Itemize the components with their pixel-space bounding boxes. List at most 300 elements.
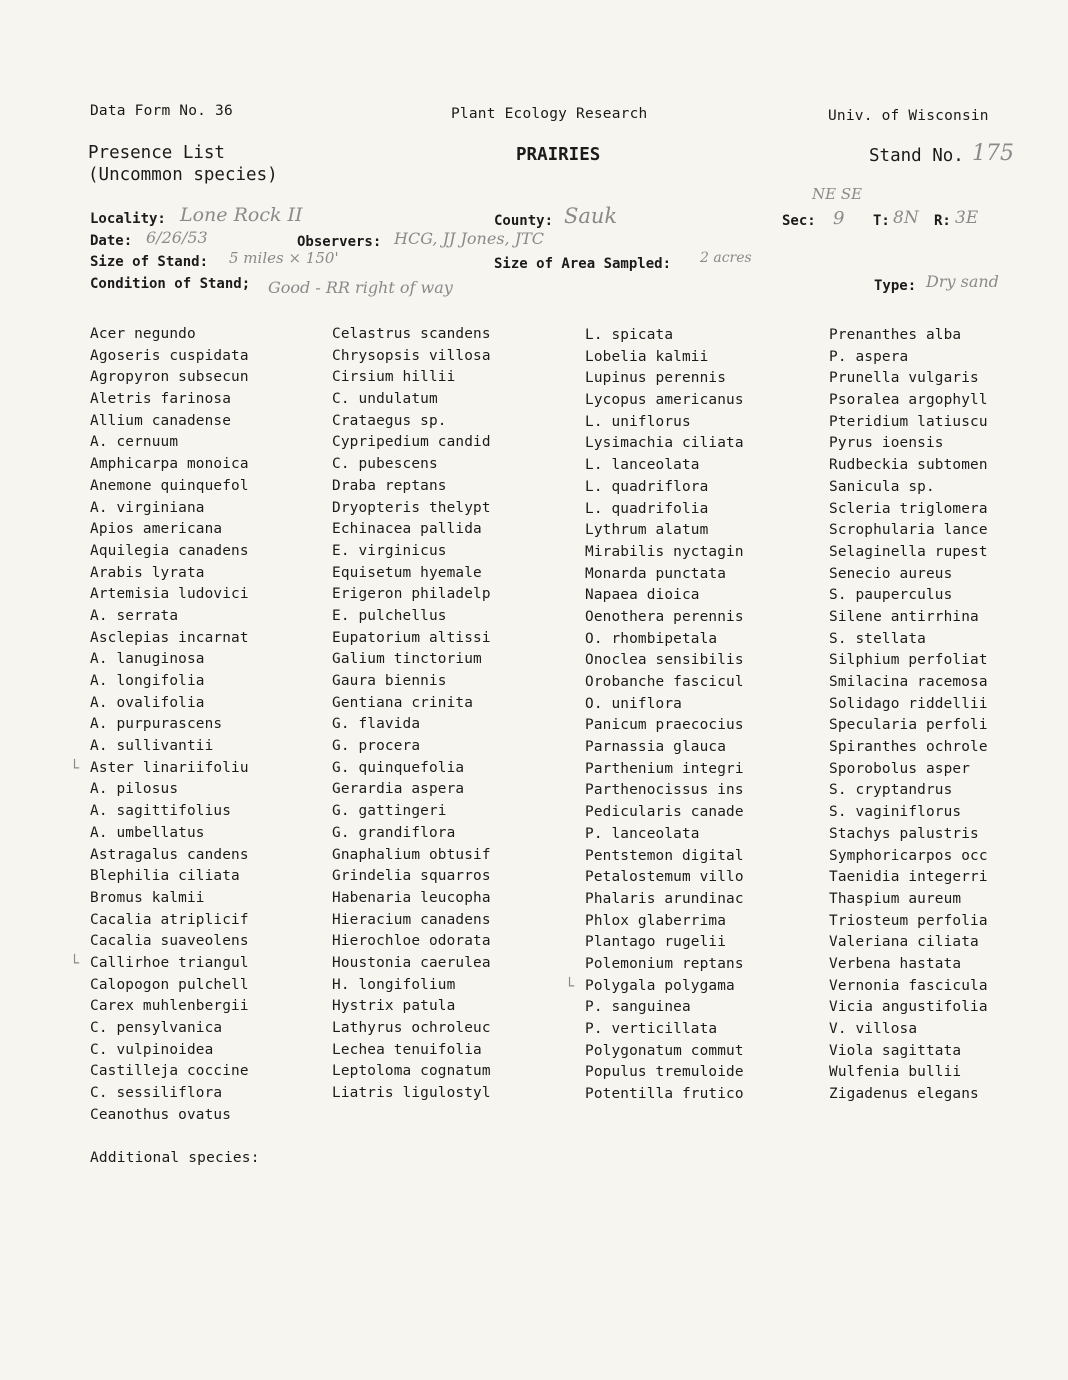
species-item xyxy=(585,499,825,521)
species-name: Lathyrus ochroleuc xyxy=(332,1020,491,1036)
species-name: Draba reptans xyxy=(332,477,447,494)
species-name: Grindelia squarros xyxy=(332,868,491,885)
township-label: T: xyxy=(873,213,890,229)
species-item xyxy=(829,433,1068,455)
species-name: A. lanuginosa xyxy=(90,651,205,668)
species-item xyxy=(90,628,330,650)
species-name: H. longifolium xyxy=(332,976,456,993)
presence-list-title: Presence List xyxy=(88,143,225,163)
species-item xyxy=(90,996,330,1018)
species-item xyxy=(90,1105,330,1127)
species-name: Scleria triglomera xyxy=(829,500,988,517)
species-item xyxy=(829,477,1068,499)
org-name: Plant Ecology Research xyxy=(451,106,648,122)
species-name: Ceanothus ovatus xyxy=(90,1106,232,1123)
species-item xyxy=(829,1084,1068,1106)
species-item xyxy=(829,824,1068,846)
species-name: Phalaris arundinac xyxy=(585,890,744,907)
species-name: Pteridium latiuscu xyxy=(829,413,988,430)
species-name: Aquilegia canadens xyxy=(90,542,249,559)
species-name: A. cernuum xyxy=(90,434,179,451)
species-item xyxy=(70,953,330,975)
species-item xyxy=(90,476,330,498)
form-number: Data Form No. 36 xyxy=(90,103,233,119)
species-name: Lythrum alatum xyxy=(585,522,709,539)
species-name: Psoralea argophyll xyxy=(829,392,988,409)
species-item xyxy=(585,1019,825,1041)
species-item xyxy=(332,714,572,736)
species-item xyxy=(829,499,1068,521)
species-name: C. pubescens xyxy=(332,456,438,473)
species-name: Parnassia glauca xyxy=(585,739,727,756)
species-name: Polygala polygama xyxy=(585,977,735,994)
type-value: Dry sand xyxy=(926,272,999,291)
species-name: A. sullivantii xyxy=(90,738,214,755)
species-name: A. serrata xyxy=(90,607,179,624)
range-label: R: xyxy=(934,213,951,229)
species-item xyxy=(332,584,572,606)
species-name: Prunella vulgaris xyxy=(829,370,979,387)
species-item xyxy=(585,997,825,1019)
species-item xyxy=(585,715,825,737)
species-name: Taenidia integerri xyxy=(829,869,988,886)
species-name: Liatris ligulostyl xyxy=(332,1085,491,1102)
species-item xyxy=(829,650,1068,672)
township-value: 8N xyxy=(893,208,919,228)
species-item xyxy=(829,672,1068,694)
species-item xyxy=(829,889,1068,911)
species-name: Agoseris cuspidata xyxy=(90,347,249,364)
species-name: A. purpurascens xyxy=(90,716,223,733)
check-mark-icon: └ xyxy=(70,758,80,777)
species-name: G. quinquefolia xyxy=(332,759,465,776)
species-item xyxy=(585,412,825,434)
species-item xyxy=(585,824,825,846)
species-name: Scrophularia lance xyxy=(829,522,988,539)
species-name: Gaura biennis xyxy=(332,673,447,689)
species-column-1 xyxy=(70,324,330,1126)
species-name: L. quadriflora xyxy=(585,478,709,495)
species-item xyxy=(565,976,825,998)
species-item xyxy=(585,867,825,889)
species-item xyxy=(90,454,330,476)
species-item xyxy=(585,954,825,976)
species-name: G. flavida xyxy=(332,716,421,733)
species-name: A. umbellatus xyxy=(90,824,205,841)
species-item xyxy=(829,1019,1068,1041)
species-item xyxy=(90,324,330,346)
species-name: Arabis lyrata xyxy=(90,564,205,581)
species-name: Polemonium reptans xyxy=(585,955,744,972)
species-name: Galium tinctorium xyxy=(332,651,482,668)
species-item xyxy=(332,541,572,563)
species-item xyxy=(332,996,572,1018)
species-name: L. lanceolata xyxy=(585,457,700,474)
species-name: Selaginella rupest xyxy=(829,543,988,560)
species-name: Panicum praecocius xyxy=(585,717,744,734)
species-item xyxy=(829,715,1068,737)
stand-number: 175 xyxy=(972,141,1014,166)
species-item xyxy=(585,347,825,369)
university-name: Univ. of Wisconsin xyxy=(828,108,989,124)
county-label: County: xyxy=(494,213,554,229)
species-name: Sanicula sp. xyxy=(829,478,935,495)
check-mark-icon: └ xyxy=(565,976,575,995)
species-item xyxy=(90,931,330,953)
size-of-stand-label: Size of Stand: xyxy=(90,254,209,270)
species-name: Lobelia kalmii xyxy=(585,348,709,365)
species-item xyxy=(829,954,1068,976)
species-item xyxy=(90,1040,330,1062)
species-item xyxy=(90,693,330,715)
species-name: Viola sagittata xyxy=(829,1042,962,1059)
species-name: Lupinus perennis xyxy=(585,370,727,387)
species-name: Gerardia aspera xyxy=(332,781,465,798)
area-sampled-value: 2 acres xyxy=(700,250,752,266)
condition-value: Good - RR right of way xyxy=(268,278,453,297)
locality-value: Lone Rock II xyxy=(180,204,303,226)
species-item xyxy=(332,1040,572,1062)
species-item xyxy=(585,585,825,607)
species-name: A. virginiana xyxy=(90,499,205,516)
species-name: Solidago riddellii xyxy=(829,695,988,712)
species-name: O. uniflora xyxy=(585,695,682,712)
species-name: Aster linariifoliu xyxy=(90,759,249,776)
species-item xyxy=(829,542,1068,564)
species-item xyxy=(585,911,825,933)
species-item xyxy=(332,779,572,801)
species-name: Echinacea pallida xyxy=(332,521,482,538)
species-name: Parthenocissus ins xyxy=(585,782,744,799)
species-name: Erigeron philadelp xyxy=(332,586,491,603)
species-name: Spiranthes ochrole xyxy=(829,739,988,756)
species-item xyxy=(829,585,1068,607)
species-item xyxy=(332,1083,572,1105)
species-item xyxy=(829,564,1068,586)
species-item xyxy=(585,629,825,651)
species-name: Silphium perfoliat xyxy=(829,652,988,669)
species-name: Vernonia fascicula xyxy=(829,977,988,994)
species-item xyxy=(90,1083,330,1105)
species-item xyxy=(90,1018,330,1040)
species-name: Equisetum hyemale xyxy=(332,564,482,581)
section-note: NE SE xyxy=(812,185,863,203)
species-name: Polygonatum commut xyxy=(585,1042,744,1059)
species-item xyxy=(829,932,1068,954)
species-item xyxy=(332,953,572,975)
species-name: Parthenium integri xyxy=(585,760,744,777)
species-item xyxy=(585,650,825,672)
species-item xyxy=(585,1041,825,1063)
species-name: P. aspera xyxy=(829,348,909,365)
species-item xyxy=(90,541,330,563)
species-item xyxy=(332,931,572,953)
species-name: Blephilia ciliata xyxy=(90,868,240,885)
species-name: Asclepias incarnat xyxy=(90,629,249,646)
species-name: Potentilla frutico xyxy=(585,1086,744,1103)
species-name: Plantago rugelii xyxy=(585,934,727,951)
species-name: A. sagittifolius xyxy=(90,803,232,820)
species-name: Triosteum perfolia xyxy=(829,912,988,929)
species-name: Astragalus candens xyxy=(90,846,249,863)
species-name: S. pauperculus xyxy=(829,587,953,604)
species-name: Sporobolus asper xyxy=(829,760,971,777)
species-item xyxy=(332,801,572,823)
species-item xyxy=(829,347,1068,369)
species-item xyxy=(332,866,572,888)
species-item xyxy=(332,1061,572,1083)
species-item xyxy=(585,932,825,954)
species-name: G. grandiflora xyxy=(332,824,456,841)
species-name: Pyrus ioensis xyxy=(829,435,944,452)
species-name: Callirhoe triangul xyxy=(90,954,249,971)
species-name: Pedicularis canade xyxy=(585,804,744,821)
species-item xyxy=(90,432,330,454)
uncommon-species-subtitle: (Uncommon species) xyxy=(88,165,278,185)
species-item xyxy=(90,801,330,823)
species-item xyxy=(332,476,572,498)
species-item xyxy=(90,411,330,433)
species-name: Valeriana ciliata xyxy=(829,934,979,951)
species-item xyxy=(585,780,825,802)
species-item xyxy=(585,455,825,477)
species-item xyxy=(332,498,572,520)
species-item xyxy=(332,888,572,910)
species-item xyxy=(829,997,1068,1019)
species-name: Gentiana crinita xyxy=(332,694,474,711)
species-item xyxy=(585,889,825,911)
species-item xyxy=(70,758,330,780)
species-item xyxy=(90,910,330,932)
species-name: Calopogon pulchell xyxy=(90,976,249,993)
species-item xyxy=(585,694,825,716)
species-name: Orobanche fascicul xyxy=(585,674,744,690)
species-name: Petalostemum villo xyxy=(585,869,744,886)
species-name: A. ovalifolia xyxy=(90,694,205,711)
species-item xyxy=(332,367,572,389)
species-item xyxy=(332,1018,572,1040)
species-name: Rudbeckia subtomen xyxy=(829,457,988,474)
species-name: Oenothera perennis xyxy=(585,608,744,625)
date-value: 6/26/53 xyxy=(146,228,208,247)
size-of-stand-value: 5 miles × 150' xyxy=(229,249,339,267)
species-item xyxy=(585,1062,825,1084)
species-item xyxy=(332,389,572,411)
species-item xyxy=(332,693,572,715)
species-name: Artemisia ludovici xyxy=(90,586,249,603)
species-item xyxy=(90,845,330,867)
species-name: Carex muhlenbergii xyxy=(90,998,249,1015)
species-item xyxy=(829,911,1068,933)
species-name: Monarda punctata xyxy=(585,565,727,582)
species-name: C. sessiliflora xyxy=(90,1085,223,1102)
species-name: Lysimachia ciliata xyxy=(585,435,744,452)
species-name: L. uniflorus xyxy=(585,413,691,430)
species-item xyxy=(90,975,330,997)
species-name: Vicia angustifolia xyxy=(829,999,988,1016)
species-item xyxy=(332,649,572,671)
species-name: P. verticillata xyxy=(585,1021,718,1037)
species-item xyxy=(90,584,330,606)
species-item xyxy=(585,802,825,824)
species-name: Amphicarpa monoica xyxy=(90,456,249,473)
species-name: Dryopteris thelypt xyxy=(332,499,491,516)
species-item xyxy=(90,779,330,801)
species-item xyxy=(585,433,825,455)
species-item xyxy=(829,737,1068,759)
species-item xyxy=(585,477,825,499)
species-item xyxy=(829,694,1068,716)
locality-label: Locality: xyxy=(90,211,166,227)
species-item xyxy=(90,563,330,585)
species-item xyxy=(585,1084,825,1106)
species-name: G. procera xyxy=(332,738,421,755)
species-name: Leptoloma cognatum xyxy=(332,1063,491,1080)
species-column-2 xyxy=(332,324,575,1105)
species-name: Phlox glaberrima xyxy=(585,912,727,929)
species-name: S. stellata xyxy=(829,630,926,647)
species-name: Specularia perfoli xyxy=(829,717,988,734)
sec-label: Sec: xyxy=(782,213,816,229)
species-name: P. lanceolata xyxy=(585,825,700,842)
species-name: Cypripedium candid xyxy=(332,434,491,451)
species-item xyxy=(90,736,330,758)
species-name: Stachys palustris xyxy=(829,825,979,842)
species-name: Apios americana xyxy=(90,521,223,538)
species-item xyxy=(585,390,825,412)
species-name: C. undulatum xyxy=(332,391,438,408)
species-item xyxy=(90,649,330,671)
species-item xyxy=(332,845,572,867)
date-label: Date: xyxy=(90,233,133,249)
species-item xyxy=(332,628,572,650)
species-name: Onoclea sensibilis xyxy=(585,652,744,669)
species-name: Acer negundo xyxy=(90,326,196,342)
species-item xyxy=(585,759,825,781)
species-name: S. vaginiflorus xyxy=(829,804,962,821)
species-name: Verbena hastata xyxy=(829,955,962,972)
condition-label: Condition of Stand; xyxy=(90,276,251,292)
species-name: Anemone quinquefol xyxy=(90,477,249,494)
observers-label: Observers: xyxy=(297,234,382,250)
species-item xyxy=(90,823,330,845)
species-name: C. vulpinoidea xyxy=(90,1041,214,1058)
species-name: Allium canadense xyxy=(90,412,232,429)
area-sampled-label: Size of Area Sampled: xyxy=(494,256,672,272)
species-item xyxy=(585,846,825,868)
species-name: Hystrix patula xyxy=(332,998,456,1015)
species-item xyxy=(585,520,825,542)
species-item xyxy=(332,910,572,932)
species-item xyxy=(829,846,1068,868)
species-name: Aletris farinosa xyxy=(90,391,232,408)
species-name: Thaspium aureum xyxy=(829,890,962,907)
species-name: Symphoricarpos occ xyxy=(829,847,988,864)
species-name: Zigadenus elegans xyxy=(829,1086,979,1103)
species-item xyxy=(90,1061,330,1083)
species-item xyxy=(90,866,330,888)
species-item xyxy=(829,390,1068,412)
species-item xyxy=(90,606,330,628)
species-item xyxy=(829,607,1068,629)
species-name: Cacalia atriplicif xyxy=(90,911,249,928)
species-name: Lycopus americanus xyxy=(585,392,744,409)
species-item xyxy=(332,324,572,346)
stand-label: Stand No. xyxy=(869,146,964,166)
species-name: L. spicata xyxy=(585,327,674,343)
species-item xyxy=(90,519,330,541)
species-name: Senecio aureus xyxy=(829,565,953,582)
species-name: Eupatorium altissi xyxy=(332,629,491,646)
species-name: Gnaphalium obtusif xyxy=(332,846,491,863)
species-item xyxy=(585,607,825,629)
species-item xyxy=(90,389,330,411)
species-name: Agropyron subsecun xyxy=(90,369,249,386)
species-name: G. gattingeri xyxy=(332,803,447,820)
species-item xyxy=(585,325,825,347)
range-value: 3E xyxy=(955,208,979,228)
species-item xyxy=(829,629,1068,651)
check-mark-icon: └ xyxy=(70,953,80,972)
species-name: A. pilosus xyxy=(90,781,179,798)
sec-value: 9 xyxy=(833,208,845,229)
species-name: Pentstemon digital xyxy=(585,847,744,864)
species-name: Hierochloe odorata xyxy=(332,933,491,950)
species-item xyxy=(332,823,572,845)
page-title: PRAIRIES xyxy=(516,145,601,165)
species-item xyxy=(829,780,1068,802)
species-item xyxy=(829,976,1068,998)
species-name: Prenanthes alba xyxy=(829,327,962,343)
species-item xyxy=(829,520,1068,542)
species-item xyxy=(332,606,572,628)
species-name: Silene antirrhina xyxy=(829,608,979,625)
species-item xyxy=(90,888,330,910)
species-name: Chrysopsis villosa xyxy=(332,347,491,364)
type-label: Type: xyxy=(874,278,917,294)
species-name: E. virginicus xyxy=(332,542,447,559)
species-item xyxy=(332,736,572,758)
species-item xyxy=(585,737,825,759)
species-item xyxy=(332,671,572,693)
species-column-4 xyxy=(829,325,1068,1106)
species-item xyxy=(332,432,572,454)
species-item xyxy=(829,325,1068,347)
species-item xyxy=(332,519,572,541)
species-name: S. cryptandrus xyxy=(829,782,953,799)
species-item xyxy=(332,975,575,997)
species-name: E. pulchellus xyxy=(332,607,447,624)
species-item xyxy=(90,671,330,693)
species-name: Habenaria leucopha xyxy=(332,889,491,906)
species-name: Hieracium canadens xyxy=(332,911,491,928)
species-name: Smilacina racemosa xyxy=(829,674,988,690)
species-name: Mirabilis nyctagin xyxy=(585,543,744,560)
species-item xyxy=(829,368,1068,390)
species-name: Wulfenia bullii xyxy=(829,1064,962,1081)
species-item xyxy=(585,672,825,694)
species-name: Lechea tenuifolia xyxy=(332,1041,482,1058)
species-item xyxy=(829,867,1068,889)
species-name: Houstonia caerulea xyxy=(332,954,491,971)
species-name: L. quadrifolia xyxy=(585,500,709,517)
species-item xyxy=(829,759,1068,781)
species-item xyxy=(585,542,825,564)
species-item xyxy=(829,1062,1068,1084)
species-item xyxy=(829,455,1068,477)
species-name: Castilleja coccine xyxy=(90,1063,249,1080)
species-name: P. sanguinea xyxy=(585,999,691,1016)
